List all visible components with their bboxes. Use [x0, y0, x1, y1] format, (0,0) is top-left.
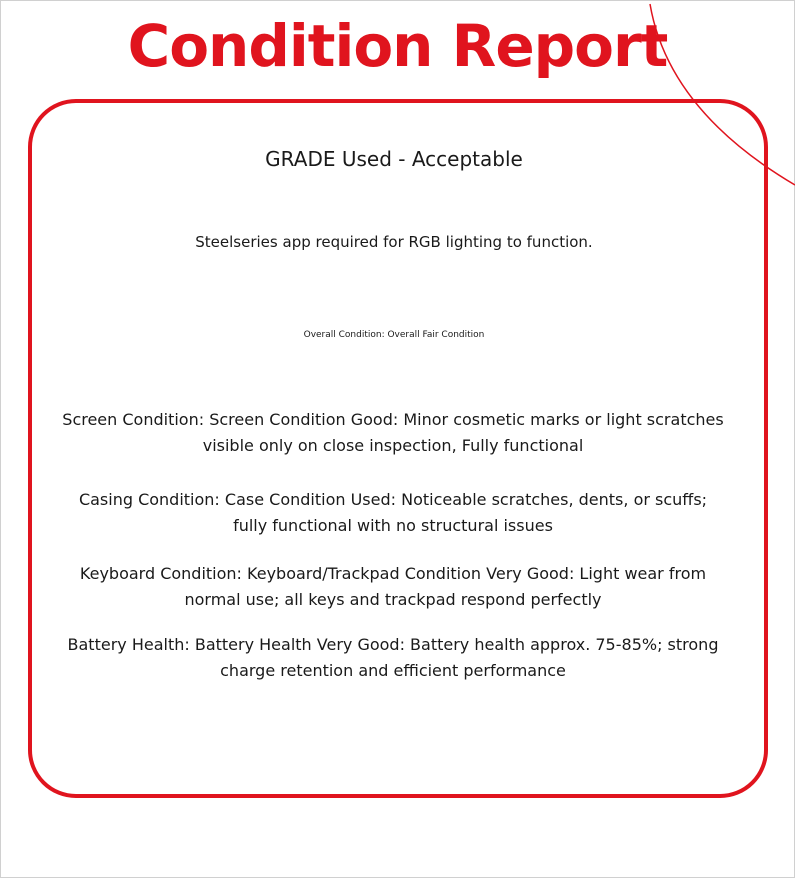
overall-condition: Overall Condition: Overall Fair Condition [303, 330, 485, 340]
page-title: Condition Report [127, 12, 668, 80]
keyboard-condition: Keyboard Condition: Keyboard/Trackpad Condition Very Good: Light wear from normal use; all keys and trackpad respond perfectly [79, 564, 707, 609]
screen-condition: Screen Condition: Screen Condition Good: Minor cosmetic marks or light scratches visible only on close inspection, Fully functional [62, 410, 724, 455]
battery-health: Battery Health: Battery Health Very Good: Battery health approx. 75-85%; strong charge retention and efficient performance [67, 635, 719, 680]
casing-condition: Casing Condition: Case Condition Used: Noticeable scratches, dents, or scuffs; fully functional with no structural issues [78, 490, 708, 535]
grade-label: GRADE Used - Acceptable [265, 147, 523, 171]
lighting-note: Steelseries app required for RGB lighting to function. [195, 233, 593, 251]
